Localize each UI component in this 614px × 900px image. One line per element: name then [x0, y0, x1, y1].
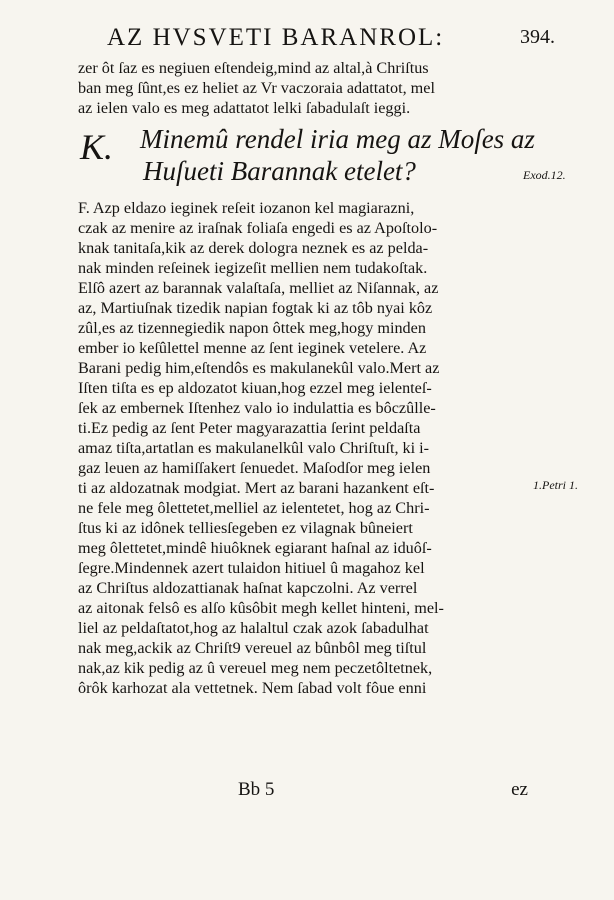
page-header [85, 24, 555, 54]
catchword: ez [511, 779, 528, 800]
text-line: ſegre.Mindennek azert tulaidon hitiuel û magahoz kel [78, 559, 425, 577]
text-line: zûl,es az tizennegiedik napon ôttek meg,hogy minden [78, 319, 426, 337]
text-line: liel az peldaſtatot,hog az halaltul czak azok ſabadulhat [78, 619, 429, 637]
answer-paragraph [78, 198, 528, 698]
text-line: ban meg ſûnt,es ez heliet az Vr vaczoraia adattatot, mel [78, 79, 435, 97]
text-line: ember io keſûlettel menne az ſent ieginek vetelere. Az [78, 339, 427, 357]
question-line: Huſueti Barannak etelet? [143, 156, 416, 186]
text-line: gaz leuen az hamiſſakert ſenuedet. Maſodſor meg ielen [78, 459, 431, 477]
text-line: nak,az kik pedig az û vereuel meg nem peczetôltetnek, [78, 659, 433, 677]
page-number: 394. [520, 26, 555, 48]
page-footer [78, 779, 528, 805]
text-line: ſek az embernek Iſtenhez valo io indulattia es bôczûlle- [78, 399, 436, 417]
text-line: az ielen valo es meg adattatot lelki ſabadulaſt ieggi. [78, 99, 411, 117]
text-line: F. Azp eldazo ieginek reſeit iozanon kel magiarazni, [78, 199, 415, 217]
text-line: ôrôk karhozat ala vettetnek. Nem ſabad volt fôue enni [78, 679, 427, 697]
text-line: ti az aldozatnak modgiat. Mert az barani hazankent eſt- [78, 479, 435, 497]
text-line: Elſô azert az barannak valaſtaſa, melliet az Niſannak, az [78, 279, 439, 297]
text-line: nak minden reſeinek iegizeſit mellien nem tudakoſtak. [78, 259, 428, 277]
question-heading [78, 124, 548, 190]
text-line: nak meg,ackik az Chriſt9 vereuel az bûnbôl meg tiſtul [78, 639, 427, 657]
margin-reference-petri: 1.Petri 1. [533, 478, 578, 492]
text-line: amaz tiſta,artatlan es makulanelkûl valo Chriſtuſt, ki i- [78, 439, 430, 457]
text-line: ne fele meg ôlettetet,melliel az ielentetet, hog az Chri- [78, 499, 430, 517]
text-line: czak az menire az iraſnak foliaſa engedi es az Apoſtolo- [78, 219, 438, 237]
text-line: az aitonak felsô es alſo kûsôbit megh kellet hinteni, mel- [78, 599, 444, 617]
margin-reference-exodus: Exod.12. [523, 168, 566, 182]
text-line: Barani pedig him,eſtendôs es makulanekûl valo.Mert az [78, 359, 440, 377]
text-line: Iſten tiſta es ep aldozatot kiuan,hog ezzel meg ielenteſ- [78, 379, 432, 397]
text-line: ſtus ki az idônek telliesſegeben ez vilagnak bûneiert [78, 519, 413, 537]
question-line: Minemû rendel iria meg az Moſes az [140, 124, 535, 154]
running-title: AZ HVSVETI BARANROL: [107, 24, 445, 51]
text-line: ti.Ez pedig az ſent Peter magyarazattia ſerint peldaſta [78, 419, 421, 437]
signature-mark: Bb 5 [238, 779, 275, 800]
text-line: meg ôlettetet,mindê hiuôknek egiarant haſnal az iduôſ- [78, 539, 432, 557]
intro-paragraph [78, 58, 528, 118]
question-marker: K. [80, 127, 114, 167]
text-line: az, Martiuſnak tizedik napian fogtak ki az tôb nyai kôz [78, 299, 433, 317]
text-line: zer ôt ſaz es negiuen eſtendeig,mind az altal,à Chriſtus [78, 59, 429, 77]
text-line: az Chriſtus aldozattianak haſnat kapczolni. Az verrel [78, 579, 418, 597]
text-line: knak tanitaſa,kik az derek dologra neznek es az pelda- [78, 239, 429, 257]
